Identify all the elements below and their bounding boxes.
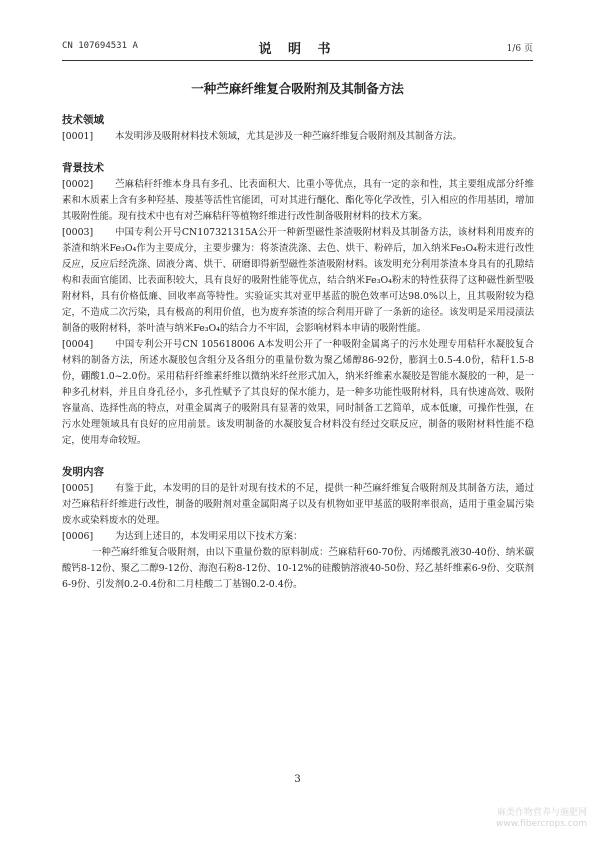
document-title: 一种苎麻纤维复合吸附剂及其制备方法 (191, 81, 404, 96)
document-body (62, 111, 534, 593)
paragraph-number: [0003] (62, 227, 94, 238)
paragraph-number: [0002] (62, 179, 94, 190)
page-number: 3 (294, 774, 301, 785)
paragraph-number: [0005] (62, 483, 94, 494)
watermark-name: 麻类作物营养与施肥网 (496, 808, 587, 818)
patent-number: CN 107694531 A (62, 41, 138, 51)
paragraph-0001 (62, 129, 534, 145)
paragraph-0002 (62, 177, 534, 225)
paragraph-0004 (62, 337, 534, 449)
spacer (62, 145, 534, 159)
paragraph-0005 (62, 481, 534, 529)
paragraph-0003 (62, 225, 534, 337)
paragraph-text: 有鉴于此，本发明的目的是针对现有技术的不足，提供一种苎麻纤维复合吸附剂及其制备方法，通过对苎麻秸秆纤维进行改性，制备的吸附剂对重金属阳离子以及有机物如亚甲基蓝的吸附率很高，适用于重金属污染废水或染料废水的处理。 (62, 483, 534, 526)
paragraph-text: 本发明涉及吸附材料技术领域，尤其是涉及一种苎麻纤维复合吸附剂及其制备方法。 (115, 131, 462, 142)
paragraph-text: 一种苎麻纤维复合吸附剂，由以下重量份数的原料制成：苎麻秸秆60-70份、丙烯酸乳液30-40份、纳米碳酸钙8-12份、聚乙二醇9-12份、海泡石粉8-12份、10-12%的硅酸钠溶液40-50份、羟乙基纤维素6-9份、交联剂6-9份、引发剂0.2-0.4份和二月桂酸二丁基锡0.2-0.4份。 (62, 547, 534, 590)
watermark-url: www.fibercrops.com (496, 819, 587, 829)
section-heading-background: 背景技术 (62, 162, 104, 174)
section-heading-summary: 发明内容 (62, 466, 104, 478)
section-heading-tech-field: 技术领域 (62, 114, 104, 126)
paragraph-0006 (62, 529, 534, 545)
document-type: 说 明 书 (258, 42, 337, 57)
paragraph-text: 苎麻秸秆纤维本身具有多孔、比表面积大、比重小等优点，具有一定的亲和性，其主要组成部分纤维素和木质素上含有多种羟基、羧基等活性官能团，可对其进行醚化、酯化等化学改性，引入相应的作用基团，增加其吸附性能。现有技术中也有对苎麻秸秆等植物纤维进行改性制备吸附材料的技术方案。 (62, 179, 534, 222)
paragraph-number: [0001] (62, 131, 94, 142)
paragraph-number: [0006] (62, 531, 94, 542)
page-count: 1/6 页 (506, 44, 533, 54)
paragraph-number: [0004] (62, 339, 94, 350)
header-rule (62, 60, 533, 61)
spacer (62, 449, 534, 463)
paragraph-text: 中国专利公开号CN107321315A公开一种新型磁性茶渣吸附材料及其制备方法，该材料利用废弃的茶渣和纳米Fe₃O₄作为主要成分，主要步骤为：将茶渣洗涤、去色、烘干、粉碎后，加入纳米Fe₃O₄粉末进行改性反应，反应后经洗涤、固液分离、烘干、研磨即得新型磁性茶渣吸附材料。该发明充分利用茶渣本身具有的孔隙结构和表面官能团、比表面积较大，具有良好的吸附性能等优点，结合纳米Fe₃O₄粉末的特性获得了这种磁性新型吸附材料，具有价格低廉、回收率高等特性。实验证实其对亚甲基蓝的脱色效率可达98.0%以上，且其吸附较为稳定，不造成二次污染，具有极高的利用价值，也为废弃茶渣的综合利用开辟了一条新的途径。该发明是采用浸渍法制备的吸附材料，茶叶渣与纳米Fe₃O₄的结合力不牢固，会影响材料本申请的吸附性能。 (62, 227, 534, 334)
paragraph-text: 中国专利公开号CN 105618006 A本发明公开了一种吸附金属离子的污水处理专用秸秆水凝胶复合材料的制备方法，所述水凝胶包含组分及各组分的重量份数为聚乙烯醇86-92份，膨润土0.5-4.0份，秸秆1.5-8份，硼酸1.0~2.0份。采用秸秆纤维素纤维以微纳米纤丝形式加入，纳米纤维素水凝胶是智能水凝胶的一种，是一种多孔材料，并且自身孔径小，多孔性赋予了其良好的保水能力，是一种多功能性吸附材料，具有快速高效、吸附容量高、选择性高的特点，对重金属离子的吸附具有显著的效果，同时制备工艺简单，成本低廉，可操作性强，在污水处理领域具有良好的应用前景。该发明制备的水凝胶复合材料没有经过交联反应，制备的吸附材料性能不稳定，使用寿命较短。 (62, 339, 534, 446)
paragraph-text: 为达到上述目的，本发明采用以下技术方案： (115, 531, 303, 542)
watermark (496, 808, 587, 830)
page-header (62, 38, 533, 56)
paragraph-0007 (62, 545, 534, 593)
